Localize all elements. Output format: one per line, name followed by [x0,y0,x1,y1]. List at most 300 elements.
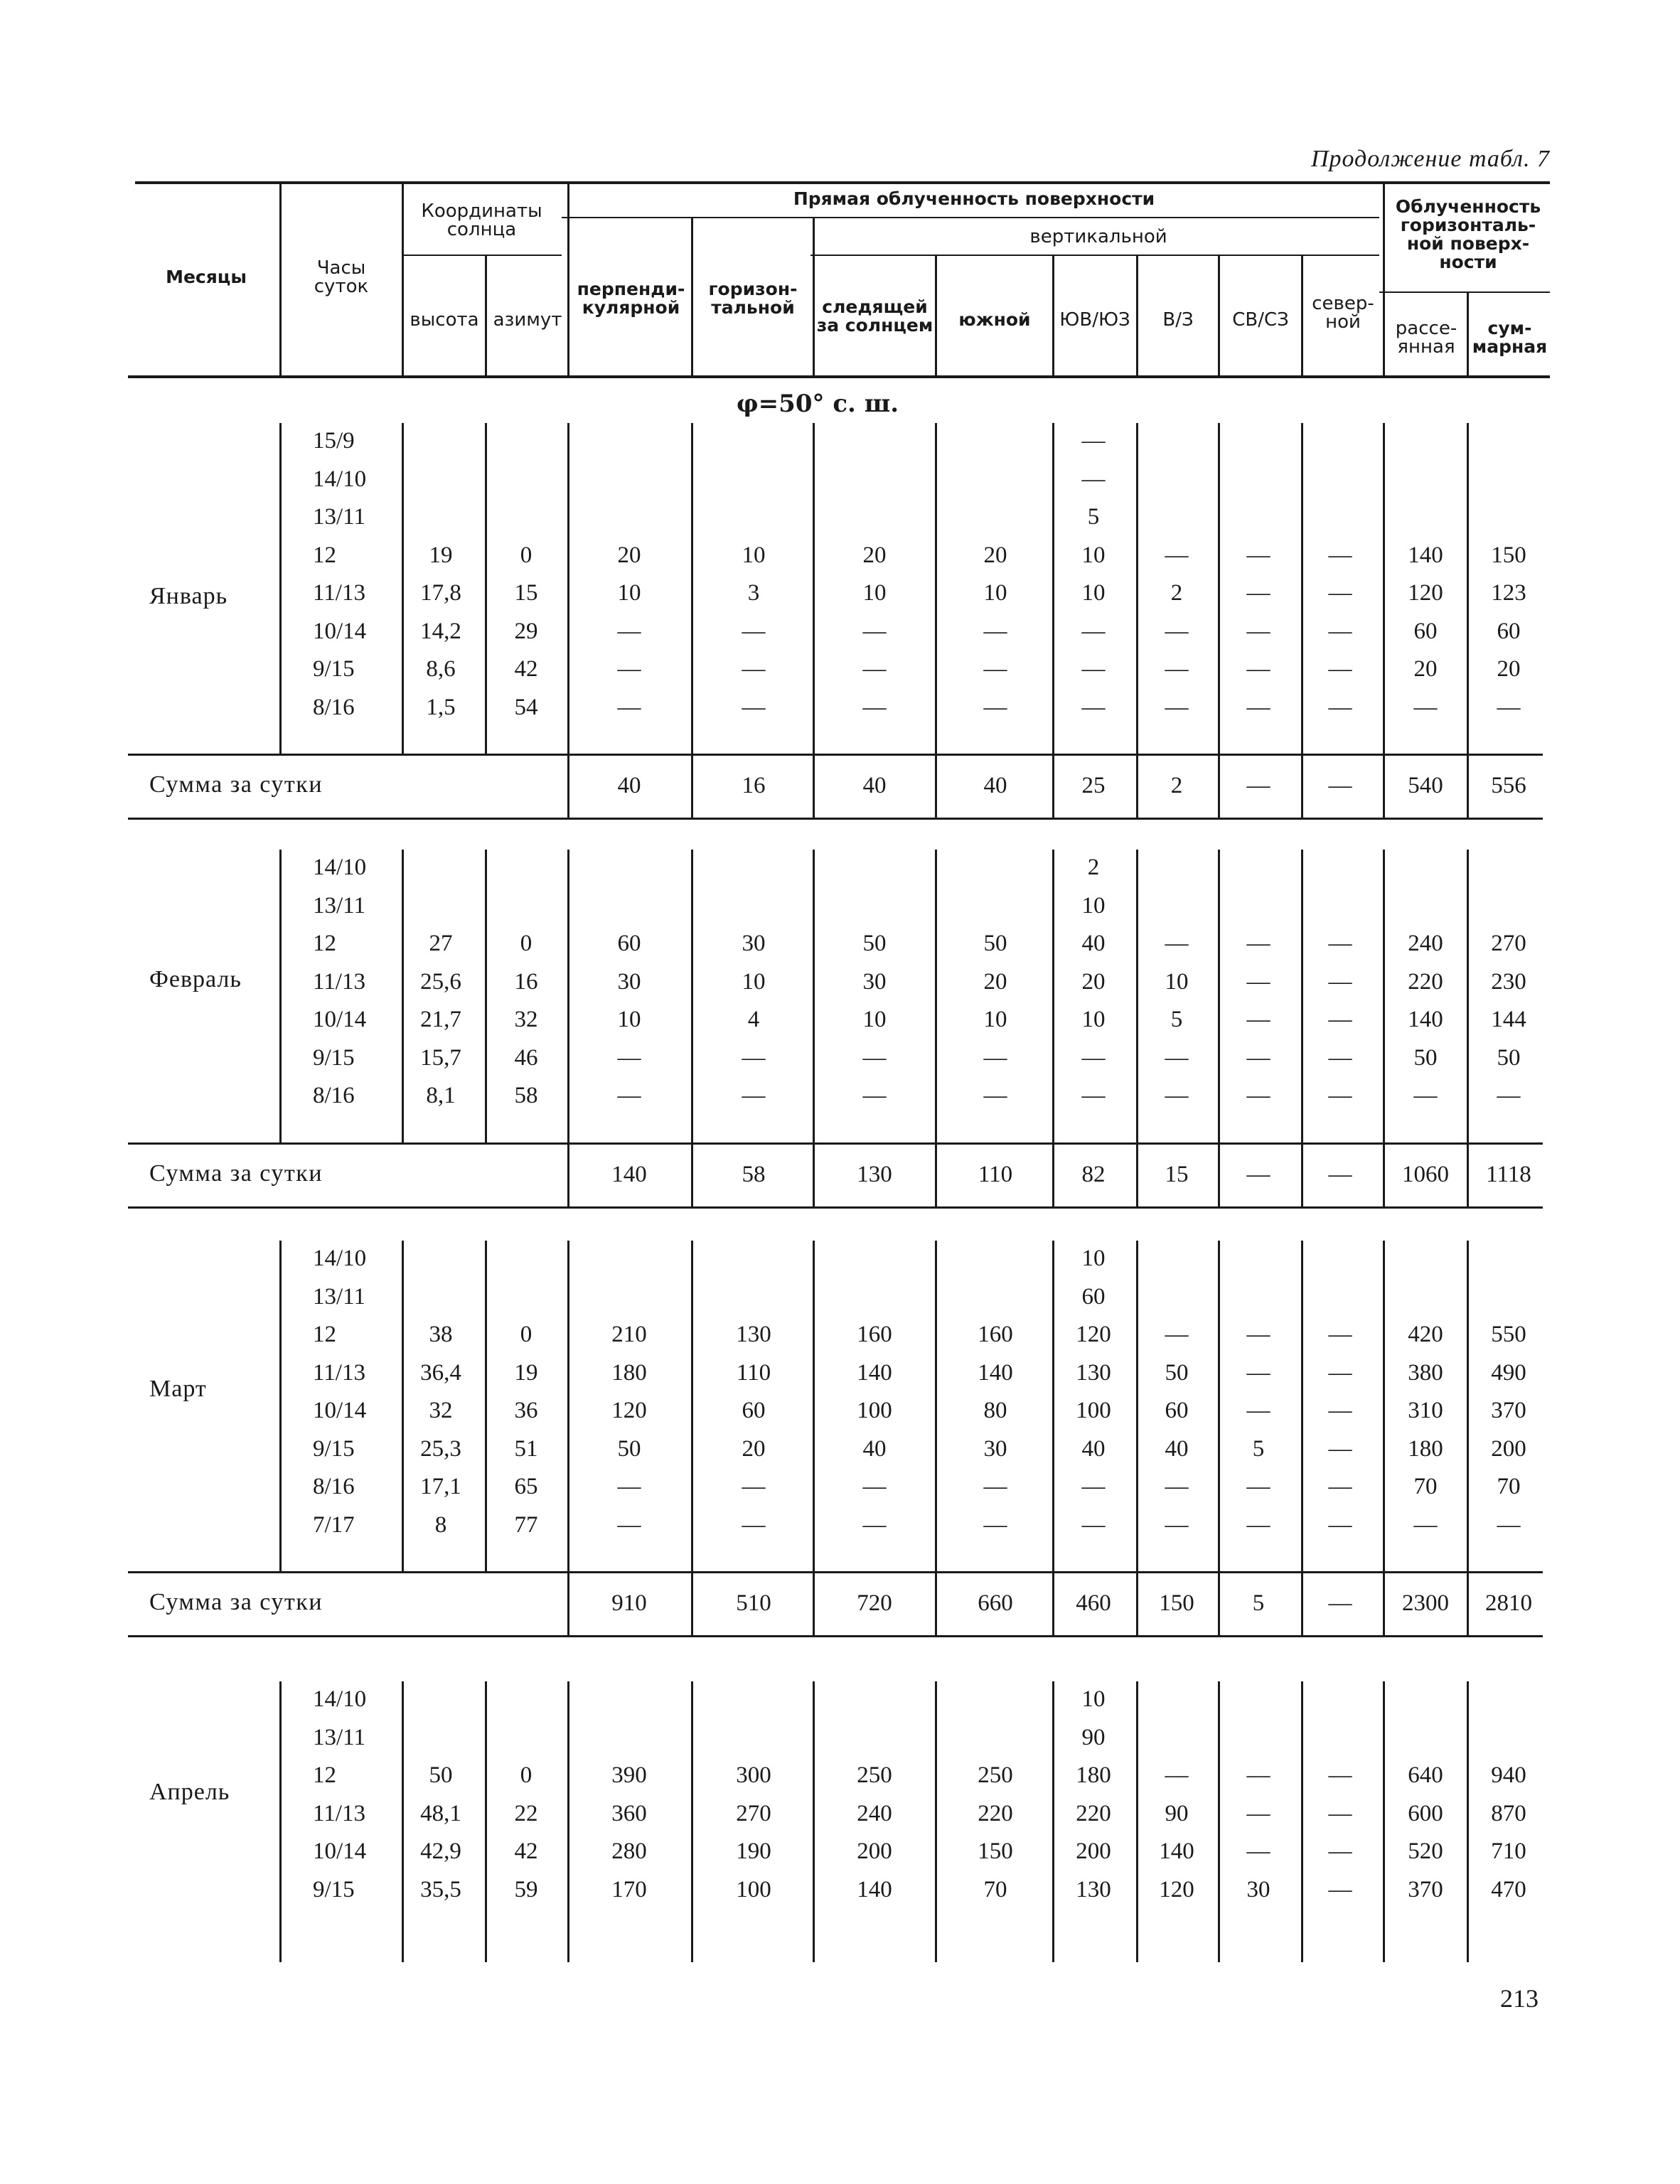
value-cell: 20 [862,542,887,568]
body-vline [1136,1681,1138,1962]
sum-vline [1467,1142,1469,1206]
col-hours: Часы суток [314,257,369,297]
value-cell: 40 [1081,931,1106,956]
sum-cell: — [1328,773,1352,798]
value-cell: 140 [978,1359,1013,1386]
hour-cell: 14/10 [313,466,367,492]
sum-bottom-rule [128,1635,1543,1637]
value-cell: — [862,618,887,644]
value-cell: 10 [742,542,766,568]
value-cell: — [862,1083,887,1108]
value-cell: 60 [1165,1398,1189,1423]
value-cell: — [1081,618,1106,644]
value-cell: 54 [514,694,538,720]
value-cell: — [1246,1474,1270,1499]
value-cell: 8,1 [426,1083,456,1108]
value-cell: — [983,694,1007,720]
value-cell: — [983,1474,1007,1499]
hour-cell: 11/13 [313,1359,365,1386]
value-cell: 60 [742,1398,766,1423]
sum-cell: 2810 [1485,1590,1532,1616]
value-cell: — [1413,694,1438,720]
value-cell: — [1246,1007,1270,1032]
value-cell: 40 [1081,1435,1106,1462]
value-cell: 170 [611,1876,647,1902]
body-vline [935,1241,937,1571]
value-cell: 42 [514,1838,538,1864]
value-cell: 10 [617,1007,641,1032]
value-cell: — [1246,1359,1270,1386]
sum-cell: 40 [862,773,887,798]
value-cell: 40 [1165,1435,1189,1462]
value-cell: — [1328,931,1352,956]
value-cell: — [1165,542,1189,568]
sum-vline [1218,1571,1220,1635]
value-cell: — [617,1044,641,1071]
value-cell: — [1497,1083,1521,1108]
hdr-vline [1218,255,1220,376]
value-cell: — [1328,1876,1352,1902]
value-cell: — [1081,694,1106,720]
value-cell: 390 [611,1762,647,1788]
body-vline [691,1241,693,1571]
value-cell: 10 [983,1007,1007,1032]
value-cell: 30 [1246,1876,1270,1902]
page-number: 213 [1500,1984,1539,2013]
value-cell: — [1081,428,1106,454]
value-cell: — [862,656,887,682]
value-cell: — [1081,1511,1106,1538]
value-cell: 200 [1491,1435,1526,1462]
hdr-vline [935,255,937,376]
value-cell: — [1165,1511,1189,1538]
sum-cell: 16 [742,773,766,798]
sum-cell: 460 [1076,1590,1111,1616]
value-cell: — [742,1083,766,1108]
col-ne-nw: СВ/СЗ [1232,309,1289,331]
value-cell: 90 [1165,1800,1189,1826]
value-cell: — [1165,694,1189,720]
sum-vline [1467,754,1469,818]
hdr-vline [485,255,487,376]
value-cell: — [1081,1083,1106,1108]
body-vline [813,850,815,1142]
hour-cell: 8/16 [313,694,355,720]
value-cell: — [1328,1435,1352,1462]
value-cell: 50 [862,931,887,956]
value-cell: 22 [514,1800,538,1826]
value-cell: 50 [429,1762,453,1788]
sum-cell: 510 [736,1590,771,1616]
value-cell: 180 [1076,1762,1111,1788]
hour-cell: 11/13 [313,1800,365,1826]
sum-cell: 150 [1159,1590,1194,1616]
sum-vline [567,754,569,818]
value-cell: 130 [736,1322,771,1347]
body-vline [402,423,404,754]
body-vline [691,850,693,1142]
value-cell: — [1246,1800,1270,1826]
value-cell: 280 [611,1838,647,1864]
sum-cell: 910 [611,1590,647,1616]
value-cell: — [742,618,766,644]
value-cell: — [1328,1838,1352,1864]
body-vline [1218,1681,1220,1962]
value-cell: 20 [1497,656,1521,682]
value-cell: — [862,1474,887,1499]
col-tracking: следящей за солнцем [816,296,933,336]
sum-cell: 720 [857,1590,892,1616]
value-cell: 20 [742,1435,766,1462]
value-cell: — [1246,1044,1270,1071]
value-cell: — [1497,1511,1521,1538]
value-cell: 140 [1159,1838,1194,1864]
body-vline [1052,423,1054,754]
value-cell: 940 [1491,1762,1526,1788]
hour-cell: 14/10 [313,1686,367,1712]
value-cell: — [1246,1322,1270,1347]
value-cell: 640 [1408,1762,1443,1788]
value-cell: — [1165,618,1189,644]
hour-cell: 12 [313,1762,336,1788]
body-vline [1052,1241,1054,1571]
value-cell: 16 [514,968,538,995]
value-cell: — [617,618,641,644]
sum-vline [1301,754,1303,818]
value-cell: 150 [978,1838,1013,1864]
value-cell: 120 [1159,1876,1194,1902]
value-cell: — [1081,466,1106,492]
col-height: высота [410,309,479,331]
value-cell: 14,2 [420,618,461,644]
body-vline [1467,423,1469,754]
body-vline [691,1681,693,1962]
value-cell: 140 [1408,542,1443,568]
body-vline [935,1681,937,1962]
body-vline [485,850,487,1142]
value-cell: 21,7 [420,1007,461,1032]
value-cell: 0 [520,1762,533,1788]
sum-vline [1052,754,1054,818]
body-vline [935,850,937,1142]
value-cell: — [1081,1044,1106,1071]
value-cell: 15 [514,580,538,606]
value-cell: — [1165,931,1189,956]
value-cell: — [983,1083,1007,1108]
value-cell: 60 [1413,618,1438,644]
hour-cell: 9/15 [313,1876,355,1902]
body-vline [402,1681,404,1962]
sum-vline [1383,1142,1385,1206]
value-cell: 42,9 [420,1838,461,1864]
value-cell: 30 [617,968,641,995]
col-perpendicular: перпенди-кулярной [577,279,685,318]
sum-cell: 58 [742,1162,766,1187]
sum-vline [1383,1571,1385,1635]
hour-cell: 11/13 [313,580,365,606]
value-cell: 2 [1170,580,1183,606]
value-cell: — [617,656,641,682]
sum-cell: 82 [1081,1162,1106,1187]
value-cell: 5 [1170,1007,1183,1032]
hour-cell: 12 [313,931,336,956]
value-cell: 17,8 [420,580,461,606]
value-cell: — [1328,618,1352,644]
table-caption: Продолжение табл. 7 [1310,146,1550,172]
value-cell: 10 [1081,1246,1106,1271]
value-cell: — [1328,1083,1352,1108]
body-vline [567,850,569,1142]
body-vline [402,1241,404,1571]
col-horiz-irr: Облученность горизонталь-ной поверх-ности [1395,196,1541,272]
value-cell: — [1081,656,1106,682]
value-cell: — [1246,542,1270,568]
value-cell: 100 [1076,1398,1111,1423]
body-vline [567,1241,569,1571]
sum-vline [1136,1571,1138,1635]
value-cell: 77 [514,1511,538,1538]
col-months: Месяцы [166,267,247,287]
value-cell: 60 [1497,618,1521,644]
hdr-vline [1467,292,1469,376]
value-cell: 25,6 [420,968,461,995]
body-vline [485,1681,487,1962]
top-rule [135,181,1550,184]
body-vline [567,1681,569,1962]
value-cell: — [1328,1007,1352,1032]
direct-underline [562,217,1379,218]
col-horizontal: горизон-тальной [708,279,798,318]
value-cell: — [1328,656,1352,682]
value-cell: — [862,1511,887,1538]
value-cell: — [1165,1474,1189,1499]
value-cell: — [1246,1083,1270,1108]
body-vline [1301,850,1303,1142]
sum-vline [1136,1142,1138,1206]
value-cell: — [1328,1322,1352,1347]
hour-cell: 9/15 [313,656,355,682]
value-cell: 38 [429,1322,453,1347]
value-cell: — [1165,1044,1189,1071]
hour-cell: 9/15 [313,1044,355,1071]
sum-top-rule [128,1571,1543,1573]
sum-cell: 130 [857,1162,892,1187]
body-vline [402,850,404,1142]
value-cell: — [862,1044,887,1071]
value-cell: 130 [1076,1876,1111,1902]
value-cell: — [1328,1511,1352,1538]
body-vline [1383,1241,1385,1571]
sum-cell: 660 [978,1590,1013,1616]
value-cell: 20 [1081,968,1106,995]
value-cell: 19 [429,542,453,568]
hour-cell: 12 [313,1322,336,1347]
hour-cell: 10/14 [313,1398,367,1423]
value-cell: — [1246,656,1270,682]
hour-cell: 7/17 [313,1511,355,1538]
value-cell: 19 [514,1359,538,1386]
sum-vline [1218,754,1220,818]
value-cell: 50 [1413,1044,1438,1071]
value-cell: — [742,1474,766,1499]
sum-vline [1467,1571,1469,1635]
sum-vline [691,754,693,818]
sum-cell: 540 [1408,773,1443,798]
sum-vline [935,1142,937,1206]
value-cell: 42 [514,656,538,682]
value-cell: — [1328,542,1352,568]
sum-vline [567,1142,569,1206]
sum-cell: 25 [1081,773,1106,798]
hour-cell: 13/11 [313,1283,365,1310]
value-cell: 25,3 [420,1435,461,1462]
value-cell: — [1246,1511,1270,1538]
col-total: сум-марная [1472,318,1548,357]
value-cell: — [1328,580,1352,606]
value-cell: 220 [978,1800,1013,1826]
value-cell: 123 [1491,580,1526,606]
body-vline [1301,1241,1303,1571]
body-vline [1218,423,1220,754]
body-vline [1136,850,1138,1142]
body-vline [1218,850,1220,1142]
hour-cell: 12 [313,542,336,568]
value-cell: 0 [520,931,533,956]
sum-vline [691,1142,693,1206]
value-cell: 70 [1497,1474,1521,1499]
body-vline [1383,423,1385,754]
body-vline [813,1241,815,1571]
vertical-underline [810,255,1379,256]
value-cell: — [742,656,766,682]
sum-cell: 1118 [1486,1162,1531,1187]
value-cell: 20 [1413,656,1438,682]
hour-cell: 13/11 [313,504,365,530]
col-south: южной [958,309,1031,330]
sum-cell: 140 [611,1162,647,1187]
value-cell: 120 [1408,580,1443,606]
value-cell: — [617,694,641,720]
body-vline [567,423,569,754]
body-vline [813,1681,815,1962]
value-cell: 520 [1408,1838,1443,1864]
sum-vline [691,1571,693,1635]
value-cell: 160 [978,1322,1013,1347]
sum-vline [1136,754,1138,818]
value-cell: 32 [429,1398,453,1423]
value-cell: — [1246,1838,1270,1864]
value-cell: — [1246,968,1270,995]
value-cell: 120 [611,1398,647,1423]
latitude-label: φ=50° с. ш. [736,390,899,418]
sum-cell: 2 [1170,773,1183,798]
value-cell: 160 [857,1322,892,1347]
value-cell: 80 [983,1398,1007,1423]
hdr-vline [1136,255,1138,376]
col-north: север-ной [1312,293,1374,333]
value-cell: 10 [862,1007,887,1032]
value-cell: — [1165,1322,1189,1347]
value-cell: — [1165,1083,1189,1108]
body-vline [279,850,282,1142]
sum-cell: — [1328,1590,1352,1616]
value-cell: 48,1 [420,1800,461,1826]
sum-top-rule [128,1142,1543,1145]
value-cell: 30 [742,931,766,956]
value-cell: 210 [611,1322,647,1347]
sum-bottom-rule [128,818,1543,820]
sum-cell: — [1246,773,1270,798]
value-cell: 10 [983,580,1007,606]
sum-vline [1301,1571,1303,1635]
value-cell: 140 [857,1359,892,1386]
sum-cell: 5 [1252,1590,1265,1616]
value-cell: 50 [983,931,1007,956]
value-cell: 190 [736,1838,771,1864]
value-cell: 36,4 [420,1359,461,1386]
value-cell: 250 [857,1762,892,1788]
value-cell: 240 [1408,931,1443,956]
value-cell: 58 [514,1083,538,1108]
sum-cell: 110 [978,1162,1013,1187]
value-cell: — [1328,1800,1352,1826]
value-cell: — [617,1083,641,1108]
col-e-w: В/З [1162,309,1194,331]
hour-cell: 14/10 [313,1246,367,1271]
sum-cell: 40 [617,773,641,798]
body-vline [1052,1681,1054,1962]
value-cell: 230 [1491,968,1526,995]
hdr-vline [567,184,569,376]
hour-cell: 8/16 [313,1083,355,1108]
value-cell: — [1165,656,1189,682]
value-cell: 50 [1497,1044,1521,1071]
value-cell: 50 [617,1435,641,1462]
value-cell: 470 [1491,1876,1526,1902]
body-vline [1136,423,1138,754]
value-cell: — [862,694,887,720]
value-cell: 20 [983,542,1007,568]
hour-cell: 14/10 [313,855,367,880]
value-cell: 220 [1408,968,1443,995]
hour-cell: 15/9 [313,428,355,454]
col-azimuth: азимут [493,309,562,331]
value-cell: 29 [514,618,538,644]
header-bottom-rule [128,375,1550,378]
sum-vline [1301,1142,1303,1206]
value-cell: 4 [747,1007,760,1032]
hour-cell: 13/11 [313,892,365,919]
value-cell: 5 [1252,1435,1265,1462]
hour-cell: 10/14 [313,1838,367,1864]
value-cell: 180 [611,1359,647,1386]
sum-label: Сумма за сутки [149,771,323,798]
sum-cell: 2300 [1402,1590,1449,1616]
value-cell: 270 [1491,931,1526,956]
sum-vline [935,754,937,818]
body-vline [1383,1681,1385,1962]
value-cell: 100 [857,1398,892,1423]
body-vline [1467,1681,1469,1962]
value-cell: — [983,1044,1007,1071]
value-cell: 65 [514,1474,538,1499]
value-cell: — [983,618,1007,644]
value-cell: 180 [1408,1435,1443,1462]
value-cell: 10 [1081,892,1106,919]
hdr-vline [1383,184,1385,376]
value-cell: 150 [1491,542,1526,568]
value-cell: 60 [1081,1283,1106,1310]
